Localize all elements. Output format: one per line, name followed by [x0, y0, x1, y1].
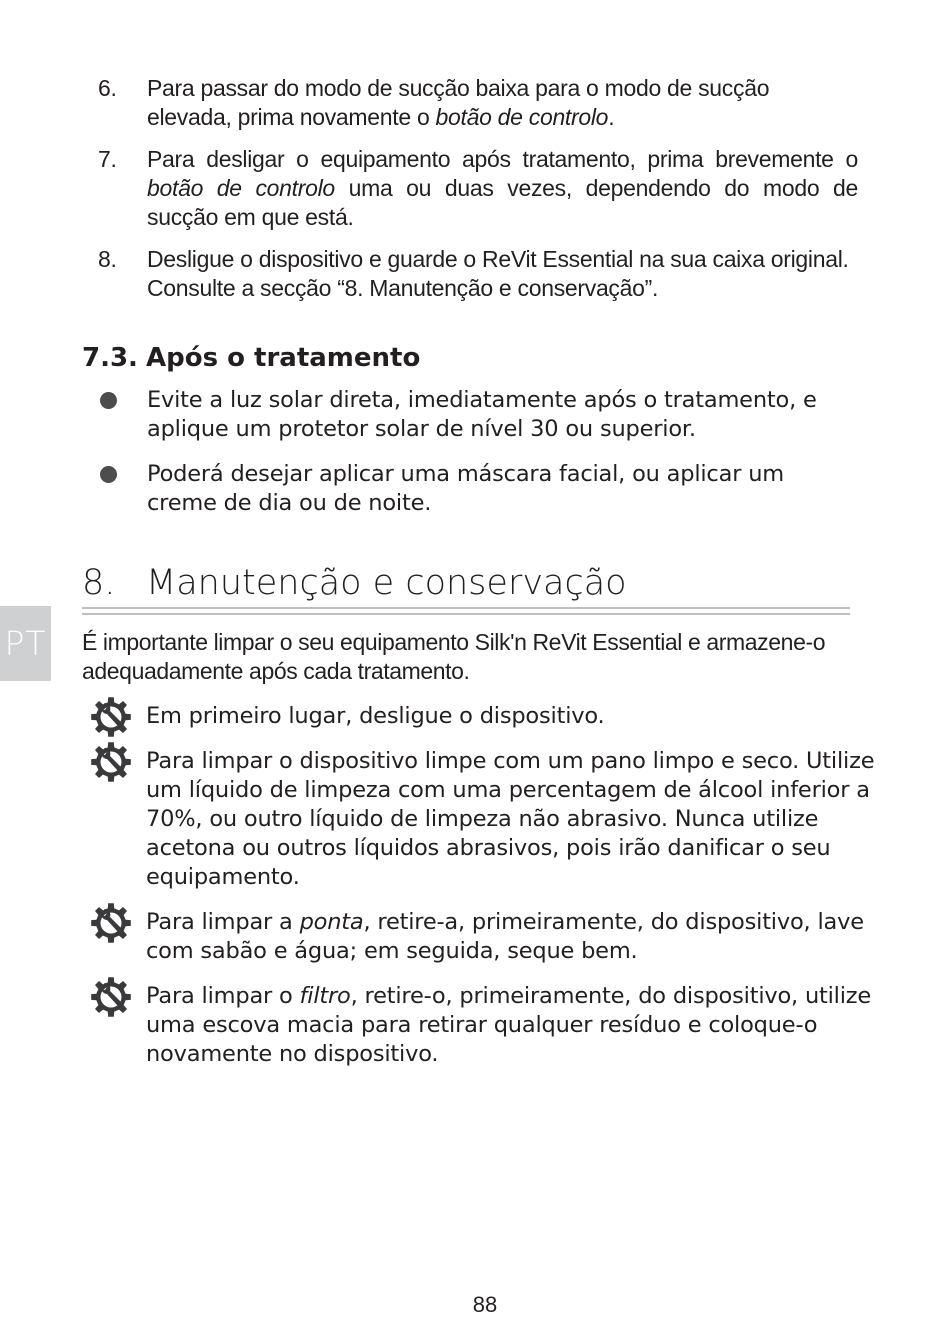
list-text: Para desligar o equipamento após tratamento, prima brevemente o botão de controlo uma ou duas vezes, dependendo do modo de sucção em que está. [147, 146, 859, 230]
bullet-item [98, 386, 858, 444]
list-number: 8. [98, 246, 117, 272]
section-number: 7.3. [82, 343, 138, 373]
bullet-list [98, 386, 858, 534]
section-number: 8. [82, 563, 116, 603]
list-item [88, 908, 878, 966]
section-heading-8 [82, 560, 627, 606]
section-title: Manutenção e conservação [146, 563, 627, 603]
bullet-text: Poderá desejar aplicar uma máscara facial, ou aplicar um creme de dia ou de noite. [147, 461, 784, 516]
bullet-dot-icon [98, 386, 147, 444]
list-item [88, 747, 878, 892]
gear-wrench-icon [88, 982, 146, 1069]
gear-wrench-icon [88, 908, 146, 966]
list-item [88, 702, 878, 731]
bullet-text: Evite a luz solar direta, imediatamente após o tratamento, e aplique um protetor solar de nível 30 ou superior. [147, 387, 817, 442]
list-text: Desligue o dispositivo e guarde o ReVit Essential na sua caixa original. Consulte a secção “8. Manutenção e conservação”. [147, 246, 849, 301]
list-item [98, 145, 858, 232]
numbered-list [98, 74, 858, 316]
bullet-dot-icon [98, 460, 147, 518]
page-number: 88 [472, 1292, 498, 1317]
divider [82, 607, 850, 609]
section-title: Após o tratamento [146, 343, 421, 373]
list-item [98, 74, 858, 132]
list-text: Para limpar o filtro, retire-o, primeiramente, do dispositivo, utilize uma escova macia para retirar qualquer resíduo e coloque-o novamente no dispositivo. [146, 983, 872, 1067]
list-text: Para limpar o dispositivo limpe com um pano limpo e seco. Utilize um líquido de limpeza com uma percentagem de álcool inferior a 70%, ou outro líquido de limpeza não abrasivo. Nunca utilize acetona ou outros líquidos abrasivos, pois irão danificar o seu equipamento. [146, 748, 875, 890]
list-text: Para limpar a ponta, retire-a, primeiramente, do dispositivo, lave com sabão e água; em seguida, seque bem. [146, 909, 864, 964]
language-tab: PT [0, 606, 51, 681]
intro-paragraph: É importante limpar o seu equipamento Silk'n ReVit Essential e armazene-o adequadamente após cada tratamento. [82, 629, 826, 684]
list-text: Para passar do modo de sucção baixa para o modo de sucção elevada, prima novamente o botão de controlo. [147, 75, 770, 130]
gear-wrench-icon [88, 702, 146, 731]
section-heading-7-3 [82, 340, 420, 376]
list-item [88, 982, 878, 1069]
list-number: 6. [98, 75, 117, 101]
divider [82, 613, 850, 615]
gear-wrench-icon [88, 747, 146, 892]
list-text: Em primeiro lugar, desligue o dispositivo. [146, 703, 605, 729]
list-number: 7. [98, 146, 117, 172]
bullet-item [98, 460, 858, 518]
list-item [98, 245, 858, 303]
maintenance-list [88, 702, 878, 1085]
